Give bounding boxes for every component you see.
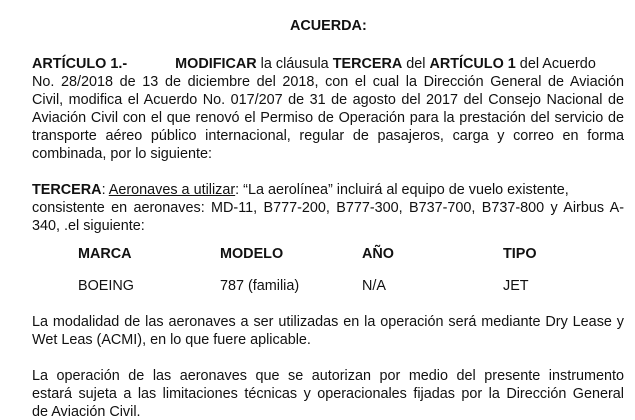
paragraph-line: estará sujeta a las limitaciones técnicas y operacionales fijadas por la Dirección General xyxy=(32,386,624,402)
table-cell-marca: BOEING xyxy=(78,278,134,294)
article-ref: ARTÍCULO 1 xyxy=(429,56,516,72)
article-body-line: Civil, modifica el Acuerdo No. 017/207 de 31 de agosto del 2017 del Consejo Nacional de xyxy=(32,92,624,108)
article-verb: MODIFICAR xyxy=(175,56,257,72)
table-cell-tipo: JET xyxy=(503,278,529,294)
tercera-label: TERCERA xyxy=(32,182,102,198)
article-body-line: No. 28/2018 de 13 de diciembre del 2018, con el cual la Dirección General de Aviación xyxy=(32,74,624,90)
paragraph-line: La operación de las aeronaves que se autorizan por medio del presente instrumento xyxy=(32,368,624,384)
table-cell-modelo: 787 (familia) xyxy=(220,278,300,294)
article-body-line: transporte aéreo público internacional, regular de pasajeros, carga y correo en forma xyxy=(32,128,624,144)
table-header-marca: MARCA xyxy=(78,246,132,262)
article-body-line: combinada, por lo siguiente: xyxy=(32,146,212,162)
article-label: ARTÍCULO 1.- xyxy=(32,56,128,72)
table-header-ano: AÑO xyxy=(362,246,394,262)
article-first-line: ARTÍCULO 1.- MODIFICAR la cláusula TERCERA del ARTÍCULO 1 del Acuerdo xyxy=(32,56,596,72)
table-cell-ano: N/A xyxy=(362,278,386,294)
paragraph-line: de Aviación Civil. xyxy=(32,404,141,420)
table-header-modelo: MODELO xyxy=(220,246,284,262)
paragraph-line: La modalidad de las aeronaves a ser utilizadas en la operación será mediante Dry Lease y xyxy=(32,314,624,330)
tercera-first-line: TERCERA: Aeronaves a utilizar: “La aerolínea” incluirá al equipo de vuelo existente, xyxy=(32,182,569,198)
tercera-subject: Aeronaves a utilizar xyxy=(108,182,236,198)
tercera-body-line: 340, .el siguiente: xyxy=(32,218,145,234)
paragraph-line: Wet Leas (ACMI), en lo que fuere aplicable. xyxy=(32,332,311,348)
clause-name: TERCERA xyxy=(332,56,403,72)
tercera-body-line: consistente en aeronaves: MD-11, B777-200, B777-300, B737-700, B737-800 y Airbus A- xyxy=(32,200,624,216)
article-body-line: Aviación Civil con el que renovó el Permiso de Operación para la prestación del servicio de xyxy=(32,110,624,126)
table-header-tipo: TIPO xyxy=(503,246,537,262)
document-heading: ACUERDA: xyxy=(290,18,367,34)
